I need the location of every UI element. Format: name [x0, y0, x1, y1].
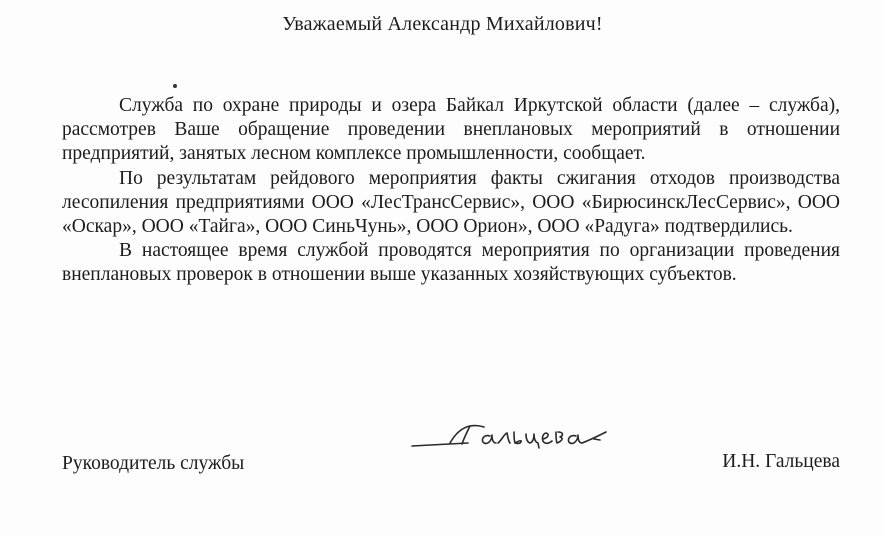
letter-body: [62, 94, 840, 288]
salutation: Уважаемый Александр Михайлович!: [282, 13, 603, 35]
paragraph-raid-results: По результатам рейдового мероприятия факты сжигания отходов производства лесопиления предприятиями ООО «ЛесТрансСервис», ООО «БирюсинскЛесСервис», ООО «Оскар», ООО «Тайга», ООО СиньЧунь», ООО Орион», ООО «Радуга» подтвердились.: [62, 167, 840, 238]
signatory-title: Руководитель службы: [62, 453, 245, 474]
paragraph-inspections: В настоящее время службой проводятся мероприятия по организации проведения внеплановых проверок в отношении выше указанных хозяйствующих субъектов.: [62, 240, 840, 286]
scan-speck: [173, 84, 177, 88]
signatory-name: И.Н. Гальцева: [722, 451, 840, 472]
paragraph-response: Служба по охране природы и озера Байкал Иркутской области (далее – служба), рассмотрев Ваше обращение проведении внеплановых мероприятий в отношении предприятий, занятых лесном комплексе промышленности, сообщает.: [62, 95, 840, 165]
handwritten-signature: [410, 410, 615, 456]
